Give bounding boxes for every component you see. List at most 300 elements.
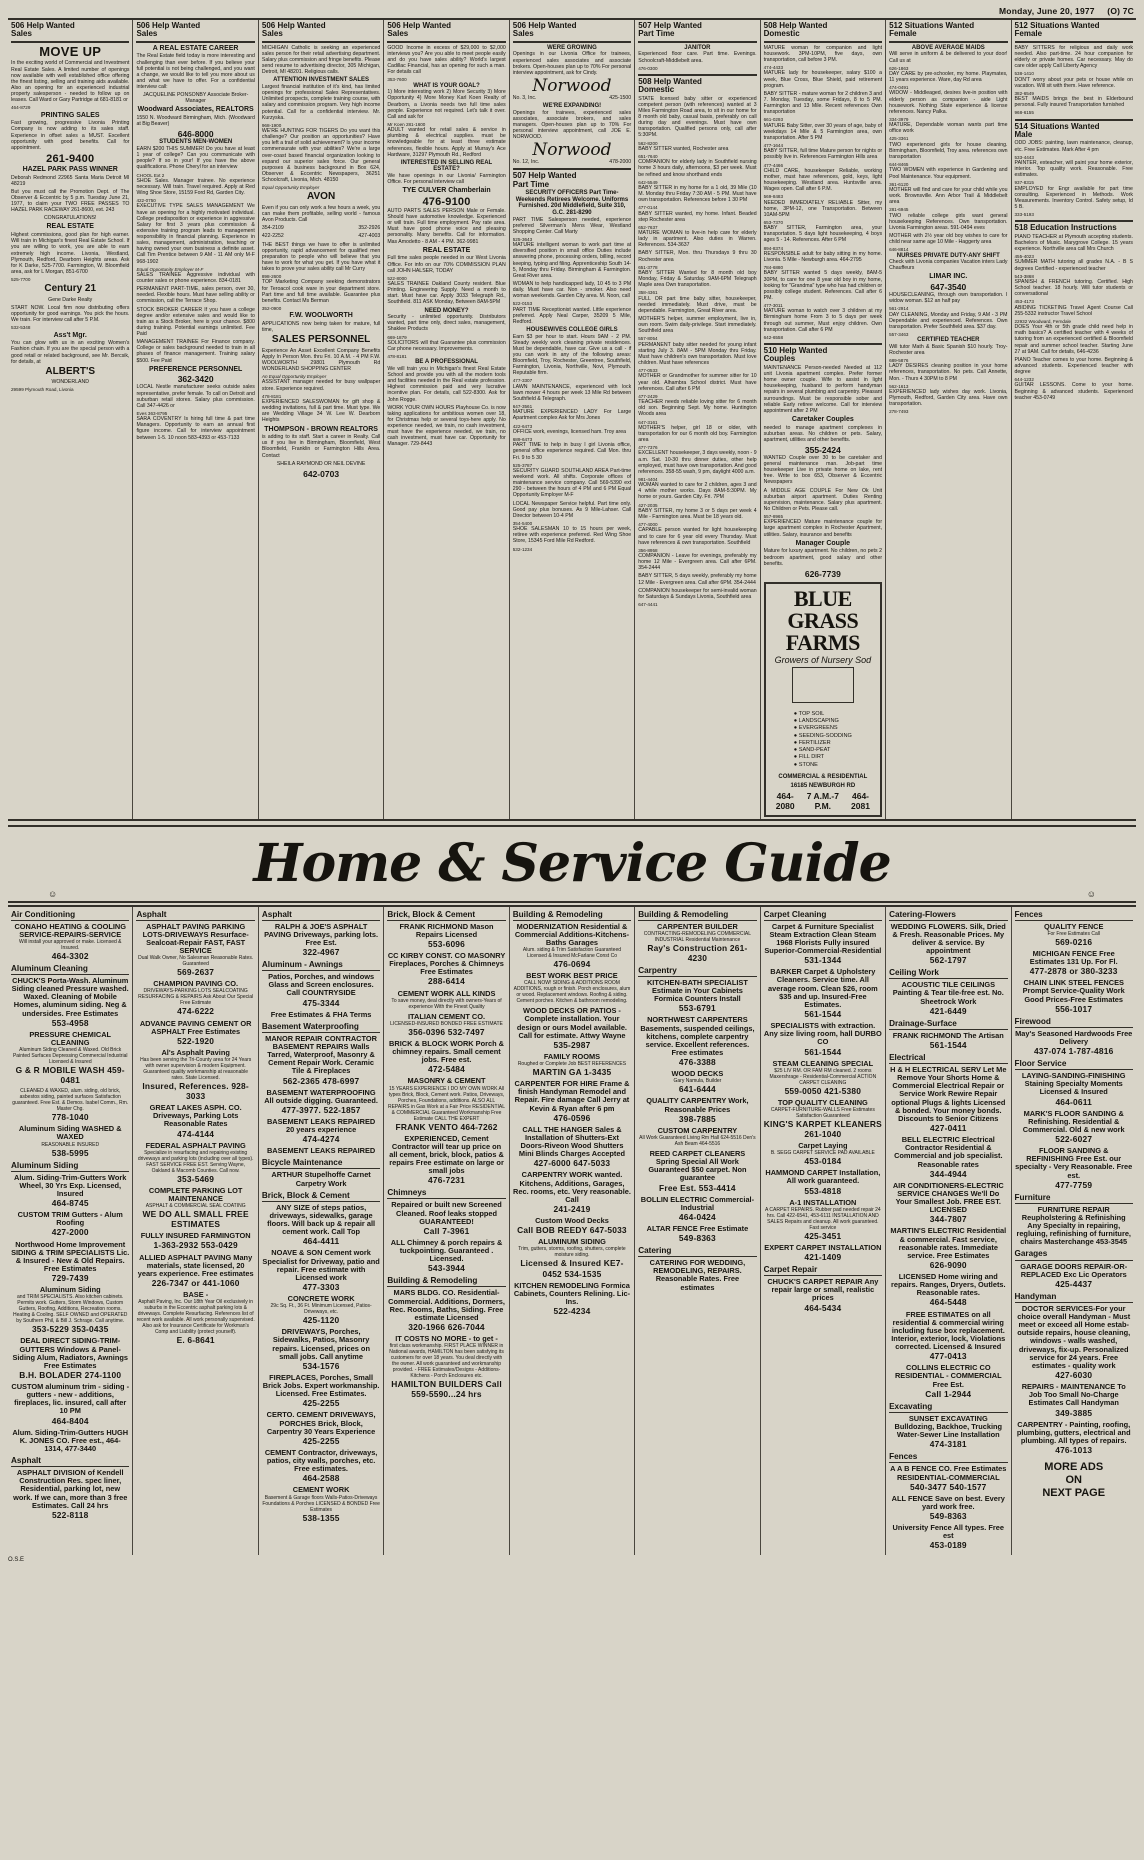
classified-ad-subhead: ABOVE AVERAGE MAIDS xyxy=(911,44,985,51)
guide-ad-phone[interactable]: 477-3977. 522-1857 xyxy=(281,1104,361,1115)
advertiser-logo: Norwood xyxy=(532,75,612,96)
guide-ad-body: and TRIM SPECIALISTS. Also kitchen cabinets. Permits work. Gutters, Storm Windows, Custom Gutters, Roofing, Additions, Recreation rooms. Heating & Cooling. SELF OWNED and OPERATED by Southern Phil, & Bill J. Schrage. Call anytime. xyxy=(13,1294,128,1325)
guide-ad-phone[interactable]: 778-1040 xyxy=(51,1112,89,1123)
guide-ad-phone[interactable]: 556-1017 xyxy=(1055,1003,1093,1014)
classified-ad-body: Even if you can only work a few hours a week, you can make them profitable, selling world - famous Avon Products. Call xyxy=(261,204,381,224)
classified-ad-headline: MOVE UP xyxy=(39,43,102,59)
guide-ad-phone[interactable]: 427-0411 xyxy=(930,1123,967,1134)
guide-ad-phone[interactable]: 474-6222 xyxy=(177,1006,215,1017)
classified-ad-contact[interactable]: 477-1644 xyxy=(763,142,784,148)
classified-ad-contact[interactable]: 478-8181 xyxy=(387,354,407,360)
guide-ad-phone[interactable]: Call 7-3961 xyxy=(423,1225,470,1236)
guide-ad-phone[interactable]: 356-0396 532-7497 xyxy=(408,1026,485,1037)
guide-ad-phone[interactable]: 241-2419 xyxy=(553,1204,591,1214)
guide-ad-phone[interactable]: 477-3303 xyxy=(302,1281,340,1292)
classified-ad-body: We have openings in our Livonia/ Farmington Office. For personal interview call xyxy=(387,173,506,186)
guide-ad-phone[interactable]: 344-4944 xyxy=(929,1168,967,1179)
classified-ad-contact[interactable]: 644-8465 xyxy=(889,162,909,168)
guide-ad-phone[interactable]: 464-5434 xyxy=(804,1302,842,1313)
guide-ad-phone[interactable]: 464-8745 xyxy=(51,1198,89,1209)
guide-ad-phone[interactable]: 538-1355 xyxy=(302,1512,340,1523)
bluegrass-phone-right[interactable]: 464-2081 xyxy=(851,790,870,811)
classified-ad-subhead: WHAT IS YOUR GOAL? xyxy=(413,82,480,89)
classified-ad-phone[interactable]: 647-3540 xyxy=(930,282,967,293)
guide-ad-phone[interactable]: 427-2000 xyxy=(51,1227,89,1238)
guide-ad-phone[interactable]: 474-4144 xyxy=(177,1128,215,1139)
guide-ad-headline: BOLLIN ELECTRIC Commercial-Industrial xyxy=(640,1194,755,1212)
guide-ad-phone[interactable]: 425-1120 xyxy=(302,1315,340,1326)
classified-ad-contact[interactable]: 647-3561 xyxy=(512,404,533,410)
classified-ad-contact[interactable]: 522-0153 xyxy=(512,301,533,307)
classified-ad-contact[interactable]: 474-0491 xyxy=(889,85,909,91)
classified-ad-contact[interactable]: 281-6945 xyxy=(889,207,909,213)
guide-ad-body: ASPHALT & COMMERCIAL SEAL COATING xyxy=(145,1203,246,1210)
guide-ad-phone[interactable]: WE DO ALL SMALL FREE ESTIMATES xyxy=(142,1209,249,1230)
classified-ad-contact[interactable]: 689-6473 xyxy=(512,437,533,442)
guide-ad-phone[interactable]: Ray's Construction 261-4230 xyxy=(647,942,748,963)
classified-ad-contact[interactable]: 569-8483 xyxy=(763,194,784,200)
classified-ad-body: MATURE, Dependable woman wants part time office work xyxy=(889,122,1008,135)
classified-ad-contact[interactable]: 464-8729 xyxy=(11,105,31,111)
classified-ad-contact[interactable]: 937-8315 xyxy=(1014,180,1034,186)
page-footer xyxy=(8,1555,1136,1563)
guide-ad-phone[interactable]: 562-2365 478-6997 xyxy=(282,1075,360,1086)
guide-ad-headline: BRICK & BLOCK WORK Porch & chimney repairs. Small cement jobs. Free est. xyxy=(389,1038,505,1065)
guide-ad-headline: BEST WORK BEST PRICE xyxy=(526,971,618,981)
guide-ad-phone[interactable]: 549-8363 xyxy=(929,1511,967,1521)
classified-ad-contact[interactable]: 476-0300 xyxy=(638,65,658,71)
classified-ad-contact[interactable]: 455-4023 xyxy=(1014,254,1034,260)
guide-ad-headline: STEAM CLEANING SPECIAL xyxy=(772,1058,874,1068)
guide-ad-phone[interactable]: 427-6000 647-5033 xyxy=(533,1158,611,1169)
classified-ad-contact[interactable]: 532-1234 xyxy=(512,546,533,552)
classified-ad-body: Deborah Redmond 22965 Santa Maria Detroit MI 48219 xyxy=(11,174,130,187)
guide-ad-phone[interactable]: 477-0413 xyxy=(929,1351,967,1362)
guide-ad-phone[interactable]: 474-3181 xyxy=(929,1439,967,1450)
classified-ad-contact[interactable]: 651-3778 xyxy=(638,264,658,270)
guide-column xyxy=(635,907,760,1556)
guide-ad-phone[interactable]: 425-2255 xyxy=(302,1435,340,1446)
right-phone[interactable]: 478-2000 xyxy=(609,159,632,166)
guide-ad xyxy=(136,923,254,978)
guide-ad-phone[interactable]: Free Est. 553-4414 xyxy=(659,1182,736,1193)
worker-figure-icon: ☺ xyxy=(1086,888,1096,899)
guide-ad-phone[interactable]: KING'S KARPET KLEANERS 261-1040 xyxy=(763,1118,882,1140)
guide-ad-headline: Custom Wood Decks xyxy=(535,1216,609,1226)
classified-ad-contact[interactable]: 669-1879 xyxy=(387,334,407,340)
classified-ad-contact[interactable]: 525-3643 xyxy=(512,236,533,242)
classified-ad-contact[interactable]: 647-4441 xyxy=(638,601,658,607)
classified-subsection-heading: 508 Help Wanted Domestic xyxy=(638,74,756,95)
classified-ad-body: EXECUTIVE TYPE SALES MANAGEMENT We have an opening for a highly motivated individual. College predisposition or experience in aggressive Salary for first 3 years plus commission & extensive training program leads to management responsibility in financial planning. Experience in sales, management, administration, teaching or having owned your own business a definite asset. Call Tim Prentice between 9 AM - 11 AM only M-F 968-1902 xyxy=(136,203,255,265)
guide-ad xyxy=(1015,1072,1133,1107)
guide-ad-phone[interactable]: 540-3477 540-1577 xyxy=(910,1481,987,1492)
guide-ad-headline: BASE - xyxy=(183,1290,209,1300)
classified-ad-body: PART TIME Receptionist wanted. Little experience preferred. Apply Neal Carper, 35209 5 Mile, Redford. xyxy=(512,306,632,325)
guide-ad-phone[interactable]: 569-0216 xyxy=(1055,936,1093,947)
classified-ad-body: Will serve in uniform & be delivered to your door! Call us at xyxy=(889,51,1008,64)
guide-ad-phone[interactable]: 474-4274 xyxy=(302,1134,340,1145)
guide-ad xyxy=(136,1254,254,1289)
classified-ad-body: 1550 N. Woodward Birmingham, Mich. (Woodward at Big Beaver) xyxy=(136,115,255,128)
classified-ad-contact[interactable]: 543-3868 xyxy=(1014,273,1034,279)
guide-ad-phone[interactable]: Call BOB REEDY 647-5033 xyxy=(517,1225,627,1236)
classified-ad-subhead: SECURITY OFFICERS Part Time-Weekends Retirees Welcome. Uniforms Furnished. 20d Middlefield, Suite 310, G.C. 281-8290 xyxy=(515,190,629,216)
guide-ad-phone[interactable]: 534-1576 xyxy=(302,1360,340,1371)
guide-ad-phone[interactable]: 549-8363 xyxy=(678,1233,716,1244)
classified-ad-contact[interactable]: 784-6880 xyxy=(763,265,784,271)
guide-ad-headline: FREE ESTIMATES on all residential & commercial wiring including fuse box replacement. Interior, exterior, lock, Violations corrected. Licensed & Insured xyxy=(891,1309,1006,1352)
classified-ad-contact[interactable]: 477-0533 xyxy=(638,368,658,374)
guide-ad-phone[interactable]: 425-4437 xyxy=(1055,1278,1093,1289)
classified-ad-contact[interactable]: 689-5876 xyxy=(889,358,909,364)
guide-ad-phone[interactable]: Insured, References. 928-3033 xyxy=(142,1081,249,1102)
classified-ad-contact[interactable]: 642-6558 xyxy=(763,334,784,340)
classified-ad-contact[interactable]: 557-3463 xyxy=(889,331,909,337)
guide-ad-headline: TOP QUALITY CLEANING xyxy=(777,1097,868,1107)
classified-ad-phone[interactable]: 642-0703 xyxy=(303,468,340,479)
classified-ad-body: MANAGEMENT TRAINEE For Finance company. College or sales background needed to train in all phases of finance management. Training salary $500. Fee Paid xyxy=(136,339,255,364)
classified-ad-contact[interactable]: 651-7640 xyxy=(638,153,658,159)
classified-ad-contact[interactable]: 382-6549 xyxy=(1014,90,1034,96)
classified-ad-contact[interactable]: 642-5549 xyxy=(638,179,658,185)
classified-ad-body: CHILD CARE, housekeeper Reliable, working mother, must have references, gold, keys, light housekeeping. Westland area. Huntsville area. Wages open. Call after 6 P.M. xyxy=(763,167,883,193)
guide-ad-phone[interactable]: HAMILTON BUILDERS Call 559-5590...24 hrs xyxy=(391,1379,502,1400)
classified-ad-contact[interactable]: 968-1900 xyxy=(261,122,282,128)
classified-ad-contact[interactable]: 474-4433 xyxy=(763,65,784,71)
classified-ad-contact[interactable]: 422-0750 xyxy=(136,198,156,204)
classified-ad-phone[interactable]: 646-8000 xyxy=(177,129,214,140)
guide-ad-phone[interactable]: 543-3944 xyxy=(428,1263,466,1274)
guide-ad-phone[interactable]: 427-6030 xyxy=(1055,1370,1093,1380)
classified-ad-contact[interactable]: 525-7700 xyxy=(11,277,31,283)
guide-ad-body: $25 LIV RM. OR FAM RM cleaned. 2 rooms Maxershrage - Residential-Commercial ACTION CARPET CLEANING xyxy=(769,1067,877,1086)
home-service-guide-masthead xyxy=(8,825,1136,903)
classified-ad-contact[interactable]: 278-7493 xyxy=(889,409,909,415)
guide-ad-phone[interactable]: E. 6-8641 xyxy=(176,1335,215,1346)
guide-ad-phone[interactable]: 464-0611 xyxy=(1055,1096,1092,1107)
classified-ad-contact[interactable]: 354-5400 xyxy=(512,520,533,526)
guide-ad-headline: Northwood Home Improvement SIDING & TRIM SPECIALISTS Lic. & Insured - New & Old Repairs. Free Estimates xyxy=(11,1239,130,1273)
classified-column xyxy=(133,20,258,819)
guide-ad-phone[interactable]: 453-0189 xyxy=(929,1540,967,1551)
guide-ad-phone[interactable]: 477-7759 xyxy=(1055,1179,1093,1190)
guide-ad-phone[interactable]: 464-3302 xyxy=(51,950,89,961)
guide-ad-phone[interactable]: G & R MOBILE WASH 459-0481 xyxy=(15,1065,125,1086)
guide-ad-headline: CERTO. CEMENT DRIVEWAYS, PORCHES Brick, Block, Carpentry 30 Years Experience xyxy=(266,1410,376,1436)
guide-ad-headline: Patios, Porches, and windows Glass and Screen enclosures. Call COUNTRYSIDE xyxy=(268,972,375,998)
guide-ad-phone[interactable]: 641-6444 xyxy=(678,1084,716,1095)
classified-ad-contact[interactable]: 29599 Plymouth Road, Livonia xyxy=(11,387,74,393)
guide-ad-headline: BARKER Carpet & Upholstery Cleaners. Service time. All average room. Clean $26, room $35 and up. Insured-Free Estimates. xyxy=(768,967,878,1009)
classified-ad-headline: Century 21 xyxy=(44,283,97,295)
guide-ad-phone[interactable]: 464-0424 xyxy=(678,1211,716,1222)
classified-ad-contact[interactable]: 557-8054 xyxy=(638,336,658,342)
guide-ad-headline: EXPERIENCED, Cement Contractor will tear up price on all cement, brick, block, patios & repairs Free estimate on large or small jobs xyxy=(389,1133,504,1176)
classified-ad-contact[interactable]: 538-1410 xyxy=(1014,71,1034,77)
classified-ad-contact[interactable]: 22932 Woodward, Ferndale xyxy=(1014,318,1072,324)
guide-ad-phone[interactable]: MARTIN GA 1-3435 xyxy=(532,1067,612,1078)
guide-column xyxy=(133,907,258,1556)
classified-ad-contact[interactable]: 981-4404 xyxy=(638,476,658,482)
guide-ad-phone[interactable]: 626-9090 xyxy=(929,1259,967,1270)
classified-ad-body: WORK YOUR OWN HOURS Playhouse Co. is now taking applications for ambitious women over 18, for Christmas help or several toys-here apply. No experience needed, we train, no cash investment, must have the experience needed, we train, no cash investment, must have car. Opportunity for Manager. 729-8443 xyxy=(387,404,506,448)
guide-ad-phone[interactable]: 561-1544 xyxy=(804,1009,842,1019)
classified-ad-contact[interactable]: 646-8814 xyxy=(889,247,909,253)
classified-ad-contact[interactable]: 478-8181 xyxy=(261,393,282,399)
classified-ad-body: TWO experienced girls for house cleaning. Birmingham, Bloomfield, Troy area. references own transportation xyxy=(889,141,1008,160)
guide-ad xyxy=(889,1495,1007,1521)
bluegrass-services-list: ● TOP SOIL ● LANDSCAPING ● EVERGREENS ● SEEDING-SODDING ● FERTILIZER ● SAND-PEAT ● FILL DIRT ● STONE xyxy=(793,710,852,768)
classified-ad-contact[interactable]: 968-6155 xyxy=(1014,110,1034,116)
guide-ad xyxy=(262,1171,380,1187)
guide-ad-headline: FRANK RICHMOND The Artisan xyxy=(892,1030,1004,1040)
classified-ad-phone[interactable]: 626-7739 xyxy=(804,568,841,579)
classified-ad-contact[interactable]: 477-4466 xyxy=(763,162,784,168)
guide-ad-phone[interactable]: 522-6027 xyxy=(1055,1134,1093,1145)
guide-ad-phone[interactable]: 288-6414 xyxy=(428,976,466,987)
right-phone[interactable]: 425-1500 xyxy=(609,94,632,101)
page-dateline xyxy=(8,6,1136,16)
classified-ad-contact[interactable]: 522-8000 xyxy=(387,275,407,281)
guide-ad xyxy=(764,1142,882,1166)
guide-ad xyxy=(387,1077,505,1131)
classified-ad-body: MAINTENANCE Person-needed Needed at 112 unit Livonia apartment complex. Prefer former home owner couple. Wife to assist in light housekeeping, husband to perform handyman repairs in several plumbing and carpentry. Pleasant surroundings. Must be responsible sober and reliable Early retiree welcome. Call for interview appointment after 2 PM xyxy=(763,364,883,414)
classified-ad-subhead: WE'RE EXPANDING! xyxy=(542,103,602,109)
sod-roll-icon xyxy=(792,667,854,703)
guide-ad-phone[interactable]: 522-4234 xyxy=(553,1306,591,1317)
guide-ad-body: CALL NOW! SIDING & ADDITIONS ROOM ADDITIONS, rough or finish. Porch enclosures, alum or wood. Replacement windows. Roofing & siding. Cement porches. Kitchen & bathroom remodeling. xyxy=(513,980,631,1005)
guide-ad xyxy=(1015,979,1133,1014)
classified-ad-contact[interactable]: 894-8374 xyxy=(763,245,784,251)
guide-ad-phone[interactable]: 464-2588 xyxy=(302,1473,340,1484)
classified-ad-contact[interactable]: Eves 363-8795 xyxy=(136,410,168,416)
classified-ad-contact[interactable]: 477-2429 xyxy=(638,393,658,399)
guide-ad-phone[interactable]: 535-2987 xyxy=(553,1039,591,1050)
classified-ad-contact[interactable]: Mr Koen 281-1600 xyxy=(387,121,426,127)
guide-ad xyxy=(513,1217,631,1235)
classified-ad-contact[interactable]: 661-0293 xyxy=(763,117,784,123)
classified-ad-body: HOUSECLEANING, through own transportation. I widow woman. $12 an half pay xyxy=(889,292,1008,305)
guide-ad-phone[interactable]: 421-1409 xyxy=(804,1252,842,1263)
painter-figure-icon: ☺ xyxy=(48,888,58,899)
guide-ad-phone[interactable]: 464-4411 xyxy=(302,1236,340,1247)
bluegrass-footer: COMMERCIAL & RESIDENTIAL xyxy=(778,773,868,780)
guide-ad xyxy=(136,1142,254,1184)
classified-column-heading: 506 Help Wanted Sales xyxy=(136,21,201,39)
classified-ad-contact[interactable]: 422-6473 xyxy=(512,423,533,429)
guide-ad-phone[interactable]: 561-1544 xyxy=(929,1039,967,1050)
classified-ad-body: PERMANENT baby sitter needed for young infant starting July 3. 8AM - 5PM Monday thru Friday. Must have children's own transportation. Must love children. Must have references xyxy=(638,341,757,367)
guide-ad xyxy=(889,1465,1007,1491)
right-phone[interactable]: 427-4003 xyxy=(358,233,381,240)
classified-ad-contact[interactable]: 533-4443 xyxy=(1014,154,1034,160)
guide-ad-phone[interactable]: 353-5469 xyxy=(177,1173,215,1184)
guide-category-heading: Bicycle Maintenance xyxy=(261,1158,343,1168)
guide-ad-phone[interactable]: 472-5484 xyxy=(428,1064,466,1075)
classified-ad-title: Caretaker Couples xyxy=(791,415,854,423)
guide-ad-phone[interactable]: 476-7231 xyxy=(428,1175,466,1186)
guide-ad-phone[interactable]: 476-0694 xyxy=(553,959,591,970)
classified-ad-title: REAL ESTATE xyxy=(46,223,94,231)
classified-ad-phone[interactable]: 362-3420 xyxy=(177,374,214,385)
guide-ad-phone[interactable]: 553-4818 xyxy=(804,1185,842,1196)
guide-ad-phone[interactable]: 398-7885 xyxy=(678,1113,716,1124)
guide-ad-phone[interactable]: 729-7439 xyxy=(51,1273,89,1284)
guide-ad-phone[interactable]: 476-1013 xyxy=(1055,1445,1093,1455)
classified-ad-contact[interactable]: 356-8958 xyxy=(638,547,658,553)
classified-ad-contact[interactable]: 561-2914 xyxy=(889,306,909,312)
guide-ad-headline: WOOD DECKS xyxy=(671,1069,724,1079)
guide-ad-body: CARPET-FURNITURE-WALLS Free Estimates Satisfaction Guaranteed xyxy=(770,1106,875,1119)
guide-ad-phone[interactable]: 559-0050 421-5380 xyxy=(784,1085,862,1096)
classified-ad-contact[interactable]: 557-8965 xyxy=(763,514,784,520)
classified-ad-contact[interactable]: 361-6120 xyxy=(889,181,909,187)
guide-ad-headline: CHUCK'S CARPET REPAIR Any repair large or small, realistic prices xyxy=(767,1277,879,1303)
guide-ad-phone[interactable]: 464-5448 xyxy=(929,1297,967,1308)
right-phone[interactable]: 352-2926 xyxy=(358,225,381,232)
guide-ad xyxy=(262,1118,380,1144)
guide-ad-headline: FAMILY ROOMS xyxy=(543,1051,601,1061)
classified-ad-body: needed to manage apartment complexes in suburban areas. No children or pets. Salary, apartment, utilities and other benefits. xyxy=(763,424,883,443)
guide-ad-phone[interactable]: 476-0596 xyxy=(553,1112,591,1123)
classified-ad-body: Security - unlimited opportunity. Distributors wanted, part time only, direct sales, management, Shaklee Products xyxy=(387,314,506,333)
guide-ad xyxy=(513,1007,631,1050)
guide-ad-phone[interactable]: 421-6449 xyxy=(929,1005,967,1016)
classified-ad-contact[interactable]: 647-3161 xyxy=(638,419,658,425)
classified-ad-contact[interactable]: 477-3307 xyxy=(512,378,533,384)
guide-ad-body: Asphalt Paving, Inc. Our 18th Year Oil exclusively in suburbs in the Eccentric asphalt parking lots & driveways. Complete Resurfacing. References list of recent work available. All work personally supervised. Also ask for Insurance Certificate for Workman's Comp and Liability (protect yourself). xyxy=(136,1299,255,1336)
classified-ad-body: BABY SITTER, Mon. thru Thursdays 9 thru 30 Rochester area xyxy=(638,250,757,263)
classified-ad-body: PERMANENT PART-TIME, sales person, over 30, needed. Flexible hours. Must have selling ability or commission, call the Terrace Shop. xyxy=(136,286,255,305)
guide-ad-phone[interactable]: 553-6791 xyxy=(678,1003,716,1014)
classified-ad-contact[interactable]: 898-2600 xyxy=(261,274,282,280)
guide-ad xyxy=(11,1211,129,1237)
guide-ad-body: Gary Namula, Builder xyxy=(673,1078,722,1085)
classified-ad-contact[interactable]: 358-4361 xyxy=(638,290,658,296)
guide-ad-phone[interactable]: 569-2637 xyxy=(177,967,215,978)
classified-ad-contact[interactable]: 453-4173 xyxy=(1014,299,1034,305)
classified-ad-contact[interactable]: 652-7637 xyxy=(638,224,658,230)
guide-ad-phone[interactable]: Call 1-2944 xyxy=(925,1388,972,1399)
guide-ad-phone[interactable]: 562-1797 xyxy=(929,955,967,966)
guide-ad-phone[interactable]: 425-3451 xyxy=(804,1230,842,1241)
guide-ad-phone[interactable]: 522-8118 xyxy=(51,1509,89,1520)
guide-ad-phone[interactable]: 538-5995 xyxy=(51,1147,89,1158)
classified-ad-contact[interactable]: 477-7376 xyxy=(638,445,658,451)
classified-ad-body: SHOE SALESMAN 10 to 15 hours per week, retiree with experience preferred. Red Wing Shoe Store, 15345 Ford Mile Rd Redford. xyxy=(512,526,632,545)
guide-ad-phone[interactable]: 437-074 1-787-4816 xyxy=(1033,1046,1114,1057)
guide-ad-phone[interactable]: 453-0184 xyxy=(804,1156,842,1167)
bluegrass-phone-left[interactable]: 464-2080 xyxy=(775,790,795,811)
classified-ad-phone[interactable]: 261-9400 xyxy=(46,152,95,165)
guide-ad-phone[interactable]: 425-2255 xyxy=(302,1398,340,1409)
guide-ad xyxy=(638,1196,756,1222)
guide-ad-phone[interactable]: 322-4967 xyxy=(302,947,340,958)
guide-category-heading: Chimneys xyxy=(387,1188,427,1198)
guide-ad-headline: CUSTOM CARPENTRY xyxy=(657,1125,738,1135)
classified-ad-contact[interactable]: 562-8200 xyxy=(638,140,658,146)
guide-ad-phone[interactable]: 475-3344 xyxy=(302,997,340,1008)
guide-ad-phone[interactable]: 1-363-2932 553-0429 xyxy=(153,1240,238,1251)
guide-ad-phone[interactable]: FRANK VENTO 464-7262 xyxy=(395,1121,498,1132)
bluegrass-subtitle: Growers of Nursery Sod xyxy=(774,654,872,665)
guide-ad-phone[interactable]: 522-1920 xyxy=(177,1035,215,1046)
guide-ad-body: Aluminum Siding Cleaned & Waxed. Old Brick Painted Surfaces Depressing Commercial Industrial Licensed & Insured xyxy=(12,1047,128,1066)
guide-ad-headline: MARTIN'S ELECTRIC Residential & commercial. Fast service, reasonable rates. Immediate service. Free Estimates xyxy=(890,1226,1007,1260)
guide-ad-headline: CHAMPION PAVING CO. xyxy=(153,979,239,989)
guide-ad-phone[interactable]: 561-1544 xyxy=(804,1046,842,1057)
guide-ad xyxy=(513,972,631,1004)
classified-ad-title: Ass't Mgr. xyxy=(53,331,87,339)
guide-ad-body: For Free Estimates Call xyxy=(1047,930,1100,937)
classified-ad-body: BEST MAIDS brings the best in Elderbound personal. Fully insured Transportation furnished xyxy=(1014,96,1133,109)
classified-ad-contact[interactable]: 525-3787 xyxy=(512,462,533,468)
guide-ad-headline: EXPERT CARPET INSTALLATION xyxy=(764,1242,882,1252)
classified-ad-contact[interactable]: 532-5348 xyxy=(11,325,31,331)
guide-ad-phone[interactable]: 531-1344 xyxy=(804,955,842,966)
classified-ad-contact[interactable]: 427-2035 xyxy=(638,502,658,508)
classified-ad-contact[interactable]: 562-1613 xyxy=(889,383,909,389)
classified-column-heading: 508 Help Wanted Domestic xyxy=(763,21,828,39)
classified-ad-contact[interactable]: 352-0900 xyxy=(261,305,282,311)
guide-ad-phone[interactable]: 226-7347 or 441-1060 xyxy=(151,1277,240,1288)
guide-ad-phone[interactable]: 320-1966 626-7044 xyxy=(408,1321,485,1332)
guide-ad-headline: GARAGE DOORS REPAIR-OR-REPLACED Exc Lic Operators xyxy=(1020,1261,1128,1279)
classified-ad-phone[interactable]: 355-2424 xyxy=(804,444,841,455)
advertiser-logo: Norwood xyxy=(532,140,612,161)
guide-ad-phone[interactable]: 553-6096 xyxy=(428,938,466,949)
guide-ad-headline: WEDDING FLOWERS. Silk, Dried & Fresh. Reasonable Prices. My deliver & service. By appointment xyxy=(890,921,1006,956)
classified-ad-phone[interactable]: 476-9100 xyxy=(422,195,471,208)
classified-ad-contact[interactable]: 477-4000 xyxy=(638,522,658,528)
guide-ad-headline: Repaired or built new Screened Cleaned. Roof leaks stopped GUARANTEED! xyxy=(391,1200,502,1226)
classified-ad-contact[interactable]: 425-3361 xyxy=(889,136,909,142)
guide-ad-phone[interactable]: Licensed & Insured KE7-0452 534-1535 xyxy=(520,1258,624,1279)
classified-ad-contact[interactable]: CHOOL Ext 2 xyxy=(136,172,165,178)
guide-ad xyxy=(136,1049,254,1101)
guide-ad-phone[interactable]: 477-2878 or 380-3233 xyxy=(1029,966,1118,977)
guide-ad-headline: Alum. Siding-Trim-Gutters HUGH K. JONES CO. Free est., 464-1314, 477-3440 xyxy=(12,1427,129,1453)
classified-ad-body: WOMAN wanted to care for 2 children, ages 3 and 4 while mother works. Days 8AM-5:30PM. My home or yours. Garden City. Fri. 7PM xyxy=(638,482,757,501)
guide-ad-phone[interactable]: 464-8404 xyxy=(51,1415,89,1426)
classified-ad-contact[interactable]: 477-0144 xyxy=(638,205,658,211)
guide-ad-headline: CUSTOM aluminum trim - siding - gutters - new - additions, fireplaces, lic. insured, call after 10 PM xyxy=(11,1382,130,1416)
guide-ad xyxy=(1015,923,1133,947)
guide-ad-phone[interactable]: 353-5229 353-0435 xyxy=(31,1324,109,1335)
classified-ad-contact[interactable]: 644-1232 xyxy=(1014,377,1034,383)
guide-ad-headline: ALTAR FENCE Free Estimate xyxy=(646,1223,749,1233)
classified-ad-contact[interactable]: 334-3979 xyxy=(889,116,909,122)
classified-ad-line: Gene Darke Realty xyxy=(48,296,93,303)
classified-ad-contact[interactable]: 653-7370 xyxy=(763,219,784,225)
classified-ad-contact[interactable]: 333-5193 xyxy=(1014,212,1034,218)
guide-ad xyxy=(262,1374,380,1409)
guide-ad-phone[interactable]: 553-4958 xyxy=(51,1017,89,1028)
guide-ad-phone[interactable]: 349-3885 xyxy=(1055,1407,1093,1418)
guide-ad xyxy=(387,1239,505,1274)
classified-ad-body: MATURE EXPERIENCED LADY For Large Apartment complex Ask for Mrs Jones xyxy=(512,409,632,422)
guide-ad-phone[interactable]: 476-3388 xyxy=(678,1057,716,1068)
guide-category-heading: Carpet Repair xyxy=(763,1265,818,1275)
guide-ad xyxy=(889,923,1007,966)
guide-ad-phone[interactable]: 344-7807 xyxy=(929,1214,967,1225)
classified-ad-contact[interactable]: 477-3011 xyxy=(763,303,783,309)
classified-ad-contact[interactable]: 626-1863 xyxy=(889,65,909,71)
classified-ad-contact[interactable]: 353-7600 xyxy=(387,77,407,83)
guide-ad-headline: A A B FENCE CO. Free Estimates RESIDENTIAL-COMMERCIAL xyxy=(890,1464,1007,1482)
guide-ad-phone[interactable]: B.H. BOLADER 274-1100 xyxy=(19,1369,122,1380)
